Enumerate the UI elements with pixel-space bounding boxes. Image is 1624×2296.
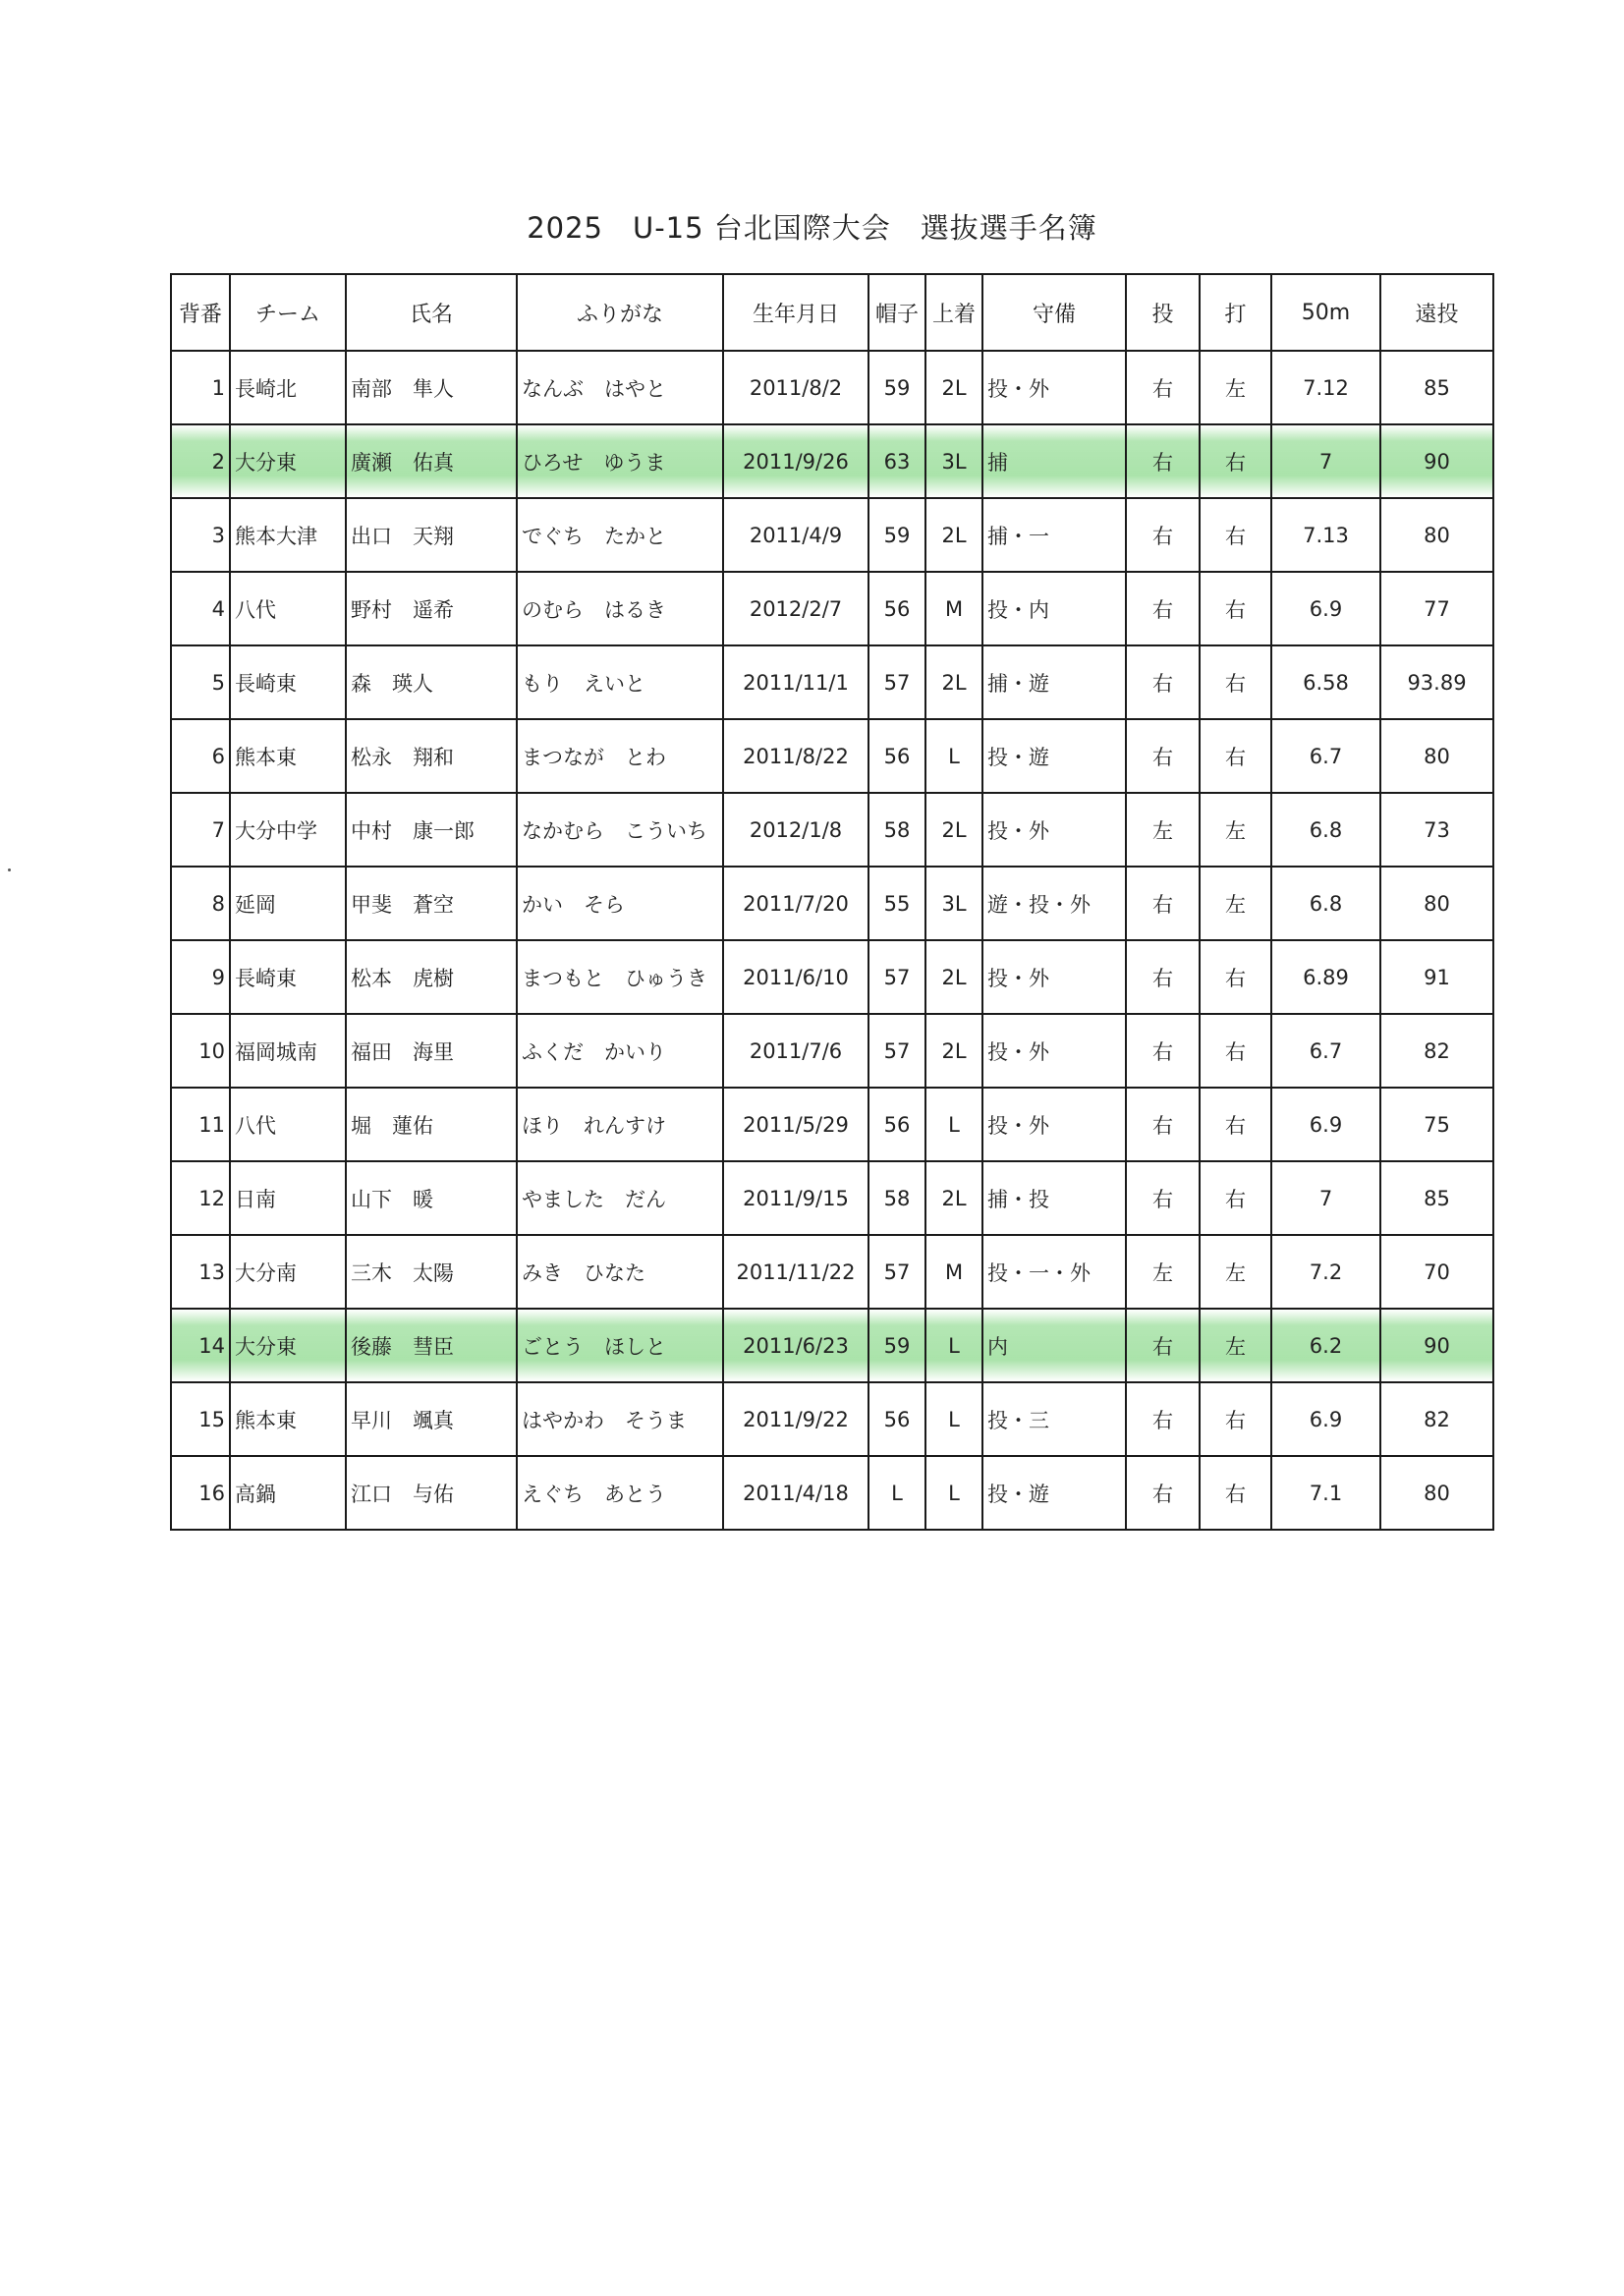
cell-number: 10 <box>171 1014 230 1088</box>
cell-number: 9 <box>171 940 230 1014</box>
cell-long-throw: 80 <box>1380 719 1493 793</box>
cell-cap: 59 <box>868 498 925 572</box>
cell-cap: 59 <box>868 351 925 424</box>
roster-table <box>170 273 1494 1531</box>
cell-team: 日南 <box>230 1161 346 1235</box>
cell-number: 2 <box>171 424 230 498</box>
cell-long-throw: 93.89 <box>1380 645 1493 719</box>
cell-cap: 56 <box>868 1088 925 1161</box>
scan-speck <box>8 868 11 871</box>
cell-team: 大分中学 <box>230 793 346 867</box>
cell-team: 長崎東 <box>230 940 346 1014</box>
cell-furigana: えぐち あとう <box>517 1456 723 1530</box>
cell-50m: 6.8 <box>1271 793 1380 867</box>
cell-jacket: L <box>925 1456 982 1530</box>
cell-furigana: のむら はるき <box>517 572 723 645</box>
cell-bats: 右 <box>1200 645 1271 719</box>
cell-birthdate: 2011/9/22 <box>723 1382 868 1456</box>
cell-furigana: まつもと ひゅうき <box>517 940 723 1014</box>
cell-furigana: ほり れんすけ <box>517 1088 723 1161</box>
cell-jacket: 2L <box>925 1014 982 1088</box>
cell-furigana: もり えいと <box>517 645 723 719</box>
header-row <box>171 274 1493 351</box>
cell-jacket: 3L <box>925 867 982 940</box>
cell-position: 捕・一 <box>982 498 1126 572</box>
cell-team: 熊本東 <box>230 719 346 793</box>
cell-bats: 右 <box>1200 1014 1271 1088</box>
cell-name: 松本 虎樹 <box>346 940 517 1014</box>
cell-throws: 左 <box>1126 1235 1200 1309</box>
cell-name: 福田 海里 <box>346 1014 517 1088</box>
cell-throws: 右 <box>1126 572 1200 645</box>
cell-throws: 右 <box>1126 645 1200 719</box>
table-row <box>171 1235 1493 1309</box>
cell-50m: 6.2 <box>1271 1309 1380 1382</box>
cell-position: 内 <box>982 1309 1126 1382</box>
cell-number: 13 <box>171 1235 230 1309</box>
cell-50m: 6.89 <box>1271 940 1380 1014</box>
cell-50m: 7.1 <box>1271 1456 1380 1530</box>
header-cell-jacket: 上着 <box>925 274 982 351</box>
cell-bats: 右 <box>1200 498 1271 572</box>
table-row <box>171 940 1493 1014</box>
cell-name: 森 瑛人 <box>346 645 517 719</box>
cell-birthdate: 2011/7/20 <box>723 867 868 940</box>
cell-furigana: やました だん <box>517 1161 723 1235</box>
cell-jacket: M <box>925 572 982 645</box>
cell-jacket: 2L <box>925 351 982 424</box>
cell-bats: 右 <box>1200 572 1271 645</box>
cell-number: 5 <box>171 645 230 719</box>
roster-body <box>171 351 1493 1530</box>
cell-bats: 左 <box>1200 351 1271 424</box>
cell-bats: 右 <box>1200 1161 1271 1235</box>
header-cell-furigana: ふりがな <box>517 274 723 351</box>
cell-number: 11 <box>171 1088 230 1161</box>
cell-team: 八代 <box>230 572 346 645</box>
cell-name: 山下 暖 <box>346 1161 517 1235</box>
cell-team: 大分東 <box>230 424 346 498</box>
cell-position: 投・遊 <box>982 1456 1126 1530</box>
cell-jacket: L <box>925 1382 982 1456</box>
header-cell-long-throw: 遠投 <box>1380 274 1493 351</box>
cell-name: 南部 隼人 <box>346 351 517 424</box>
cell-50m: 6.9 <box>1271 1382 1380 1456</box>
cell-long-throw: 70 <box>1380 1235 1493 1309</box>
cell-birthdate: 2011/8/2 <box>723 351 868 424</box>
cell-name: 後藤 彗臣 <box>346 1309 517 1382</box>
table-row <box>171 1088 1493 1161</box>
cell-50m: 6.7 <box>1271 1014 1380 1088</box>
cell-throws: 右 <box>1126 424 1200 498</box>
cell-cap: 59 <box>868 1309 925 1382</box>
cell-jacket: 3L <box>925 424 982 498</box>
cell-cap: 58 <box>868 1161 925 1235</box>
cell-team: 延岡 <box>230 867 346 940</box>
cell-50m: 6.8 <box>1271 867 1380 940</box>
cell-throws: 左 <box>1126 793 1200 867</box>
cell-birthdate: 2011/6/10 <box>723 940 868 1014</box>
cell-jacket: 2L <box>925 1161 982 1235</box>
table-row <box>171 424 1493 498</box>
cell-team: 八代 <box>230 1088 346 1161</box>
cell-position: 遊・投・外 <box>982 867 1126 940</box>
cell-cap: 56 <box>868 1382 925 1456</box>
cell-bats: 右 <box>1200 1088 1271 1161</box>
header-cell-bats: 打 <box>1200 274 1271 351</box>
cell-50m: 7.13 <box>1271 498 1380 572</box>
cell-furigana: なんぶ はやと <box>517 351 723 424</box>
cell-50m: 7 <box>1271 1161 1380 1235</box>
cell-cap: 58 <box>868 793 925 867</box>
table-row <box>171 1456 1493 1530</box>
cell-bats: 左 <box>1200 793 1271 867</box>
cell-throws: 右 <box>1126 867 1200 940</box>
cell-50m: 7.12 <box>1271 351 1380 424</box>
cell-furigana: なかむら こういち <box>517 793 723 867</box>
cell-number: 6 <box>171 719 230 793</box>
cell-cap: 57 <box>868 1235 925 1309</box>
cell-position: 投・外 <box>982 1088 1126 1161</box>
cell-throws: 右 <box>1126 1088 1200 1161</box>
cell-jacket: L <box>925 1088 982 1161</box>
cell-bats: 右 <box>1200 940 1271 1014</box>
cell-number: 15 <box>171 1382 230 1456</box>
cell-name: 出口 天翔 <box>346 498 517 572</box>
cell-50m: 6.58 <box>1271 645 1380 719</box>
cell-number: 4 <box>171 572 230 645</box>
cell-birthdate: 2011/9/15 <box>723 1161 868 1235</box>
table-row <box>171 351 1493 424</box>
cell-long-throw: 80 <box>1380 498 1493 572</box>
cell-birthdate: 2011/4/9 <box>723 498 868 572</box>
header-cell-cap: 帽子 <box>868 274 925 351</box>
cell-name: 松永 翔和 <box>346 719 517 793</box>
cell-cap: 63 <box>868 424 925 498</box>
cell-number: 1 <box>171 351 230 424</box>
cell-team: 熊本東 <box>230 1382 346 1456</box>
cell-birthdate: 2011/8/22 <box>723 719 868 793</box>
cell-furigana: かい そら <box>517 867 723 940</box>
cell-long-throw: 90 <box>1380 424 1493 498</box>
cell-jacket: 2L <box>925 645 982 719</box>
cell-cap: 55 <box>868 867 925 940</box>
cell-number: 16 <box>171 1456 230 1530</box>
cell-long-throw: 85 <box>1380 1161 1493 1235</box>
cell-long-throw: 90 <box>1380 1309 1493 1382</box>
cell-team: 長崎北 <box>230 351 346 424</box>
cell-birthdate: 2012/2/7 <box>723 572 868 645</box>
cell-name: 三木 太陽 <box>346 1235 517 1309</box>
cell-cap: 57 <box>868 1014 925 1088</box>
cell-long-throw: 82 <box>1380 1382 1493 1456</box>
table-row <box>171 793 1493 867</box>
cell-number: 7 <box>171 793 230 867</box>
cell-bats: 右 <box>1200 424 1271 498</box>
cell-birthdate: 2011/4/18 <box>723 1456 868 1530</box>
cell-position: 投・遊 <box>982 719 1126 793</box>
cell-team: 長崎東 <box>230 645 346 719</box>
table-row <box>171 1382 1493 1456</box>
cell-name: 早川 颯真 <box>346 1382 517 1456</box>
cell-jacket: L <box>925 1309 982 1382</box>
cell-furigana: はやかわ そうま <box>517 1382 723 1456</box>
cell-jacket: L <box>925 719 982 793</box>
header-cell-team: チーム <box>230 274 346 351</box>
cell-birthdate: 2011/6/23 <box>723 1309 868 1382</box>
table-row <box>171 719 1493 793</box>
cell-jacket: 2L <box>925 940 982 1014</box>
cell-birthdate: 2011/11/1 <box>723 645 868 719</box>
cell-long-throw: 73 <box>1380 793 1493 867</box>
cell-jacket: 2L <box>925 793 982 867</box>
cell-cap: 56 <box>868 572 925 645</box>
cell-bats: 右 <box>1200 1456 1271 1530</box>
cell-50m: 6.7 <box>1271 719 1380 793</box>
cell-position: 投・外 <box>982 351 1126 424</box>
cell-position: 投・一・外 <box>982 1235 1126 1309</box>
cell-position: 捕 <box>982 424 1126 498</box>
cell-long-throw: 77 <box>1380 572 1493 645</box>
cell-bats: 左 <box>1200 867 1271 940</box>
cell-long-throw: 80 <box>1380 1456 1493 1530</box>
cell-team: 大分東 <box>230 1309 346 1382</box>
cell-birthdate: 2011/7/6 <box>723 1014 868 1088</box>
table-row <box>171 1014 1493 1088</box>
cell-cap: L <box>868 1456 925 1530</box>
cell-position: 捕・遊 <box>982 645 1126 719</box>
cell-long-throw: 85 <box>1380 351 1493 424</box>
cell-birthdate: 2011/9/26 <box>723 424 868 498</box>
cell-long-throw: 91 <box>1380 940 1493 1014</box>
table-row <box>171 498 1493 572</box>
cell-position: 投・三 <box>982 1382 1126 1456</box>
cell-name: 廣瀬 佑真 <box>346 424 517 498</box>
cell-cap: 57 <box>868 645 925 719</box>
cell-long-throw: 80 <box>1380 867 1493 940</box>
cell-team: 福岡城南 <box>230 1014 346 1088</box>
cell-position: 投・内 <box>982 572 1126 645</box>
cell-throws: 右 <box>1126 351 1200 424</box>
cell-long-throw: 75 <box>1380 1088 1493 1161</box>
cell-position: 投・外 <box>982 1014 1126 1088</box>
cell-furigana: でぐち たかと <box>517 498 723 572</box>
cell-position: 捕・投 <box>982 1161 1126 1235</box>
header-cell-50m: 50m <box>1271 274 1380 351</box>
table-row <box>171 1161 1493 1235</box>
cell-birthdate: 2011/11/22 <box>723 1235 868 1309</box>
cell-bats: 左 <box>1200 1235 1271 1309</box>
cell-team: 大分南 <box>230 1235 346 1309</box>
table-row <box>171 645 1493 719</box>
cell-furigana: ひろせ ゆうま <box>517 424 723 498</box>
cell-number: 14 <box>171 1309 230 1382</box>
cell-number: 8 <box>171 867 230 940</box>
document-title: 2025 U-15 台北国際大会 選抜選手名簿 <box>527 211 1097 245</box>
header-cell-name: 氏名 <box>346 274 517 351</box>
cell-throws: 右 <box>1126 719 1200 793</box>
cell-number: 12 <box>171 1161 230 1235</box>
cell-throws: 右 <box>1126 1456 1200 1530</box>
cell-furigana: まつなが とわ <box>517 719 723 793</box>
table-row <box>171 572 1493 645</box>
cell-birthdate: 2012/1/8 <box>723 793 868 867</box>
cell-50m: 6.9 <box>1271 572 1380 645</box>
cell-throws: 右 <box>1126 1014 1200 1088</box>
header-cell-position: 守備 <box>982 274 1126 351</box>
cell-birthdate: 2011/5/29 <box>723 1088 868 1161</box>
cell-position: 投・外 <box>982 793 1126 867</box>
cell-50m: 7.2 <box>1271 1235 1380 1309</box>
cell-furigana: みき ひなた <box>517 1235 723 1309</box>
cell-team: 熊本大津 <box>230 498 346 572</box>
cell-jacket: M <box>925 1235 982 1309</box>
cell-throws: 右 <box>1126 940 1200 1014</box>
cell-long-throw: 82 <box>1380 1014 1493 1088</box>
header-cell-birthdate: 生年月日 <box>723 274 868 351</box>
cell-50m: 7 <box>1271 424 1380 498</box>
cell-name: 野村 遥希 <box>346 572 517 645</box>
table-row <box>171 1309 1493 1382</box>
cell-team: 高鍋 <box>230 1456 346 1530</box>
cell-throws: 右 <box>1126 1309 1200 1382</box>
cell-bats: 右 <box>1200 719 1271 793</box>
cell-furigana: ごとう ほしと <box>517 1309 723 1382</box>
cell-name: 江口 与佑 <box>346 1456 517 1530</box>
cell-cap: 56 <box>868 719 925 793</box>
cell-name: 中村 康一郎 <box>346 793 517 867</box>
cell-position: 投・外 <box>982 940 1126 1014</box>
cell-bats: 左 <box>1200 1309 1271 1382</box>
cell-number: 3 <box>171 498 230 572</box>
cell-50m: 6.9 <box>1271 1088 1380 1161</box>
cell-jacket: 2L <box>925 498 982 572</box>
cell-name: 甲斐 蒼空 <box>346 867 517 940</box>
table-row <box>171 867 1493 940</box>
cell-bats: 右 <box>1200 1382 1271 1456</box>
cell-name: 堀 蓮佑 <box>346 1088 517 1161</box>
cell-furigana: ふくだ かいり <box>517 1014 723 1088</box>
cell-cap: 57 <box>868 940 925 1014</box>
cell-throws: 右 <box>1126 1382 1200 1456</box>
header-cell-throws: 投 <box>1126 274 1200 351</box>
cell-throws: 右 <box>1126 1161 1200 1235</box>
cell-throws: 右 <box>1126 498 1200 572</box>
header-cell-number: 背番 <box>171 274 230 351</box>
